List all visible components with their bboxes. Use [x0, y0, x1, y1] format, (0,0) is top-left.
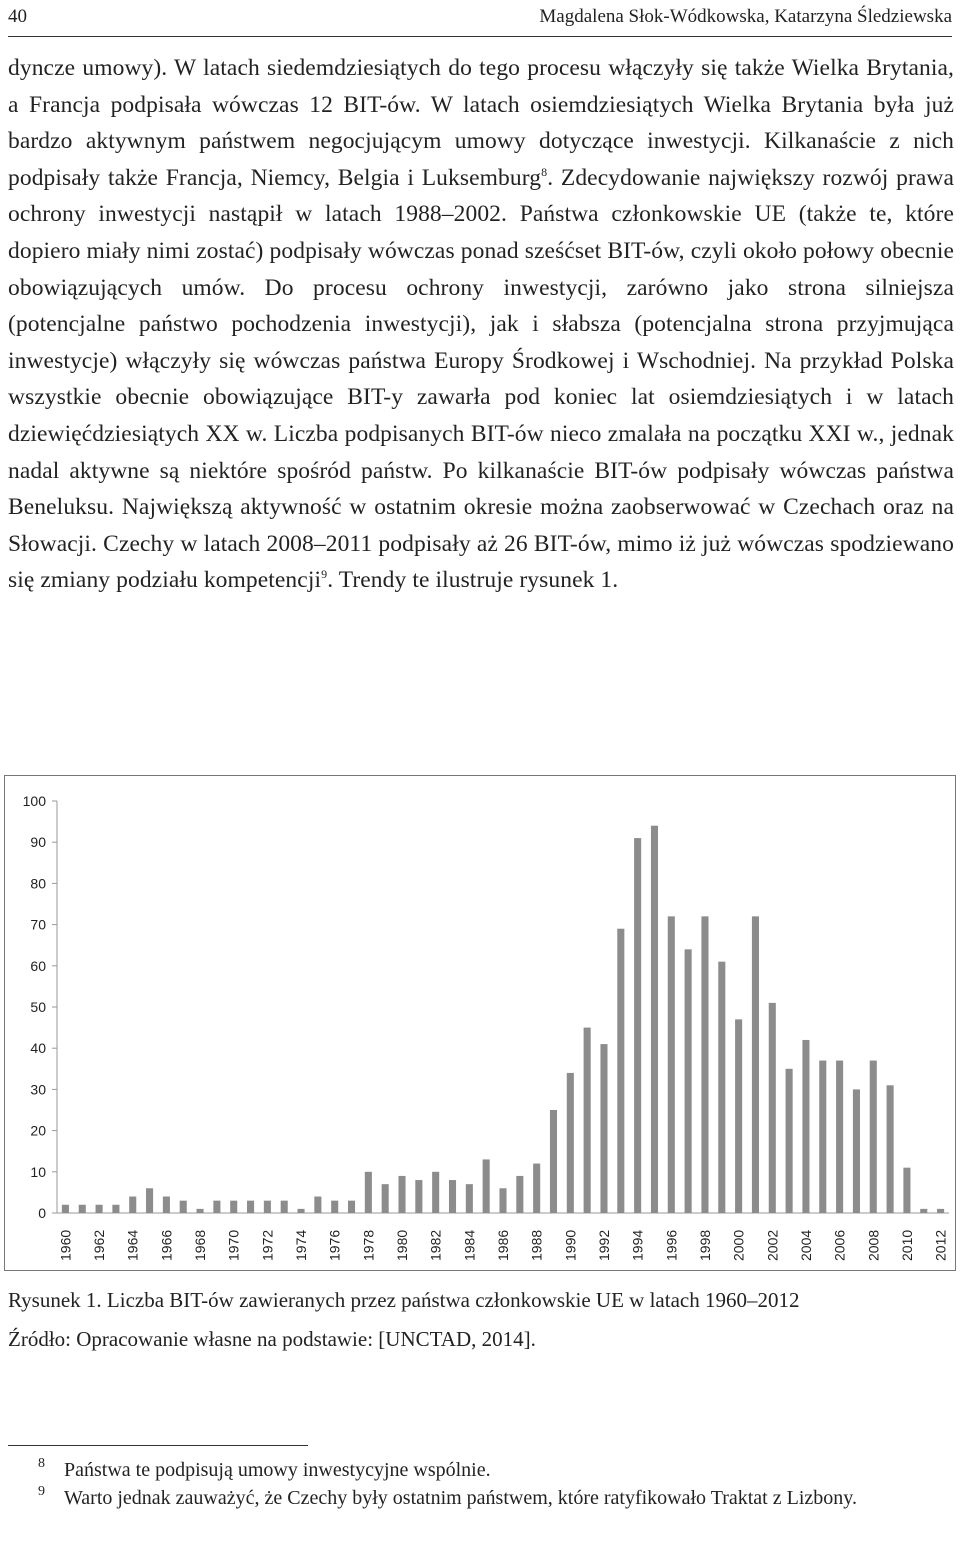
bar-2002 [769, 1003, 776, 1213]
bar-1990 [567, 1073, 574, 1213]
x-tick-label: 1982 [427, 1229, 444, 1261]
y-tick-label: 30 [30, 1081, 46, 1098]
bar-1996 [668, 916, 675, 1213]
x-tick-label: 1986 [495, 1229, 511, 1261]
bar-1983 [449, 1180, 456, 1213]
page-number: 40 [8, 6, 27, 27]
bar-2000 [735, 1019, 742, 1213]
x-tick-label: 1984 [461, 1229, 478, 1261]
bar-1994 [634, 838, 641, 1213]
bar-2001 [752, 916, 759, 1213]
bar-2003 [786, 1069, 793, 1213]
x-tick-label: 2012 [932, 1229, 949, 1261]
footnote-number: 8 [38, 1456, 45, 1471]
bar-1980 [398, 1176, 405, 1213]
bar-1989 [550, 1110, 557, 1213]
x-tick-label: 1980 [394, 1229, 411, 1261]
body-text-part-1: dyncze umowy). W latach siedemdziesiątych do tego procesu włączyły się także Wielka Brytania, a Francja podpisała wówczas 12 BIT-ów. W latach osiemdziesiątych Wielka Brytania była już bardzo aktywnym państwem negocjującym umowy dotyczące inwestycji. Kilkanaście z nich podpisały także Francja, Niemcy, Belgia i Luksemburg [8, 55, 954, 191]
body-text-part-2: . Zdecydowanie największy rozwój prawa ochrony inwestycji nastąpił w latach 1988–2002. Państwa członkowskie UE (także te, które dopiero miały nimi zostać) podpisały wówczas ponad sześćset BIT-ów, czyli około połowy obecnie obowiązujących umów. Do procesu ochrony inwestycji, zarówno jako strona silniejsza (potencjalne państwo pochodzenia inwestycji), jak i słabsza (potencjalna strona przyjmująca inwestycje) włączyły się wówczas państwa Europy Środkowej i Wschodniej. Na przykład Polska wszystkie obecnie obowiązujące BIT-y zawarła pod koniec lat osiemdziesiątych i w latach dziewięćdziesiątych XX w. Liczba podpisanych BIT-ów nieco zmalała na początku XXI w., jednak nadal aktywne są niektóre spośród państw. Po kilkanaście BIT-ów podpisały wówczas państwa Beneluksu. Największą aktywność w ostatnim okresie można zaobserwować w Czechach oraz na Słowacji. Czechy w latach 2008–2011 podpisały aż 26 BIT-ów, mimo iż już wówczas spodziewano się zmiany podziału kompetencji [8, 164, 954, 594]
y-tick-label: 80 [30, 875, 46, 892]
bar-1962 [96, 1205, 103, 1213]
bar-1969 [213, 1201, 220, 1213]
bar-2006 [836, 1061, 843, 1213]
body-text-part-3: . Trendy te ilustruje rysunek 1. [327, 567, 619, 594]
body-paragraph [8, 50, 954, 599]
x-tick-label: 1996 [663, 1229, 680, 1261]
bar-2008 [870, 1061, 877, 1213]
y-tick-label: 100 [22, 793, 46, 809]
y-tick-label: 70 [30, 916, 46, 933]
footnote-9 [8, 1484, 954, 1512]
bar-1973 [281, 1201, 288, 1213]
footnote-8 [8, 1456, 954, 1484]
bar-1987 [516, 1176, 523, 1213]
x-tick-label: 1974 [293, 1229, 310, 1261]
bar-1961 [79, 1205, 86, 1213]
x-tick-label: 1998 [696, 1229, 713, 1261]
footnotes [8, 1456, 954, 1512]
footnote-text: Państwa te podpisują umowy inwestycyjne wspólnie. [64, 1459, 491, 1481]
figure-frame [4, 775, 956, 1271]
bar-1972 [264, 1201, 271, 1213]
bar-1975 [314, 1197, 321, 1213]
bar-1968 [197, 1209, 204, 1213]
bar-1977 [348, 1201, 355, 1213]
bar-1992 [600, 1044, 607, 1213]
bar-1971 [247, 1201, 254, 1213]
x-tick-label: 1964 [124, 1229, 141, 1261]
bar-1988 [533, 1164, 540, 1213]
x-tick-label: 2004 [797, 1229, 814, 1261]
bar-1986 [499, 1188, 506, 1213]
bar-1967 [180, 1201, 187, 1213]
footnote-number: 9 [38, 1484, 45, 1499]
x-tick-label: 1992 [595, 1229, 612, 1261]
bar-1984 [466, 1184, 473, 1213]
x-tick-label: 1978 [360, 1229, 377, 1261]
bar-chart [5, 776, 955, 1270]
footnote-text: Warto jednak zauważyć, że Czechy były ostatnim państwem, które ratyfikowało Traktat z Lizbony. [64, 1487, 857, 1509]
bar-1985 [483, 1159, 490, 1213]
x-tick-label: 2010 [898, 1229, 915, 1261]
x-tick-label: 1968 [192, 1229, 209, 1261]
figure-source: Źródło: Opracowanie własne na podstawie: [UNCTAD, 2014]. [8, 1327, 536, 1351]
x-tick-label: 1990 [562, 1229, 579, 1261]
x-tick-label: 2000 [730, 1229, 747, 1261]
bar-1998 [701, 916, 708, 1213]
x-tick-label: 1972 [259, 1229, 276, 1261]
body-text [8, 50, 954, 599]
bar-1978 [365, 1172, 372, 1213]
bar-1982 [432, 1172, 439, 1213]
running-header-authors: Magdalena Słok-Wódkowska, Katarzyna Śledziewska [539, 6, 952, 27]
footnote-ref-8[interactable]: 8 [541, 164, 548, 179]
bar-2012 [937, 1209, 944, 1213]
bar-1976 [331, 1201, 338, 1213]
x-tick-label: 1960 [57, 1229, 74, 1261]
bar-1970 [230, 1201, 237, 1213]
bar-2009 [887, 1085, 894, 1213]
bar-2011 [920, 1209, 927, 1213]
y-tick-label: 0 [38, 1205, 46, 1221]
x-tick-label: 2002 [764, 1229, 781, 1261]
y-tick-label: 50 [30, 999, 46, 1015]
bar-2004 [802, 1040, 809, 1213]
x-tick-label: 1962 [91, 1229, 108, 1261]
page-header [8, 0, 952, 37]
bar-1995 [651, 826, 658, 1213]
y-tick-label: 60 [30, 957, 46, 974]
bar-1964 [129, 1197, 136, 1213]
x-tick-label: 1976 [326, 1229, 343, 1261]
bar-1997 [685, 949, 692, 1213]
x-tick-label: 1966 [158, 1229, 175, 1261]
bar-1966 [163, 1197, 170, 1213]
x-tick-label: 1970 [225, 1229, 242, 1261]
y-tick-label: 90 [30, 834, 46, 851]
bar-2005 [819, 1061, 826, 1213]
y-tick-label: 20 [30, 1122, 46, 1139]
bar-2007 [853, 1089, 860, 1213]
bar-1963 [112, 1205, 119, 1213]
bar-1999 [718, 962, 725, 1213]
x-tick-label: 2008 [865, 1229, 882, 1261]
x-tick-label: 1994 [629, 1229, 646, 1261]
bar-1981 [415, 1180, 422, 1213]
x-tick-label: 2006 [831, 1229, 848, 1261]
footnote-ref-9[interactable]: 9 [321, 567, 328, 582]
y-tick-label: 10 [30, 1163, 46, 1180]
figure-caption: Rysunek 1. Liczba BIT-ów zawieranych przez państwa członkowskie UE w latach 1960–2012 [8, 1288, 800, 1312]
y-tick-label: 40 [30, 1040, 46, 1057]
bar-1993 [617, 929, 624, 1213]
bar-1991 [584, 1028, 591, 1213]
bar-1960 [62, 1205, 69, 1213]
x-tick-label: 1988 [528, 1229, 545, 1261]
footnote-separator [8, 1445, 308, 1446]
bar-1965 [146, 1188, 153, 1213]
bar-2010 [903, 1168, 910, 1213]
bar-1979 [382, 1184, 389, 1213]
bar-1974 [298, 1209, 305, 1213]
